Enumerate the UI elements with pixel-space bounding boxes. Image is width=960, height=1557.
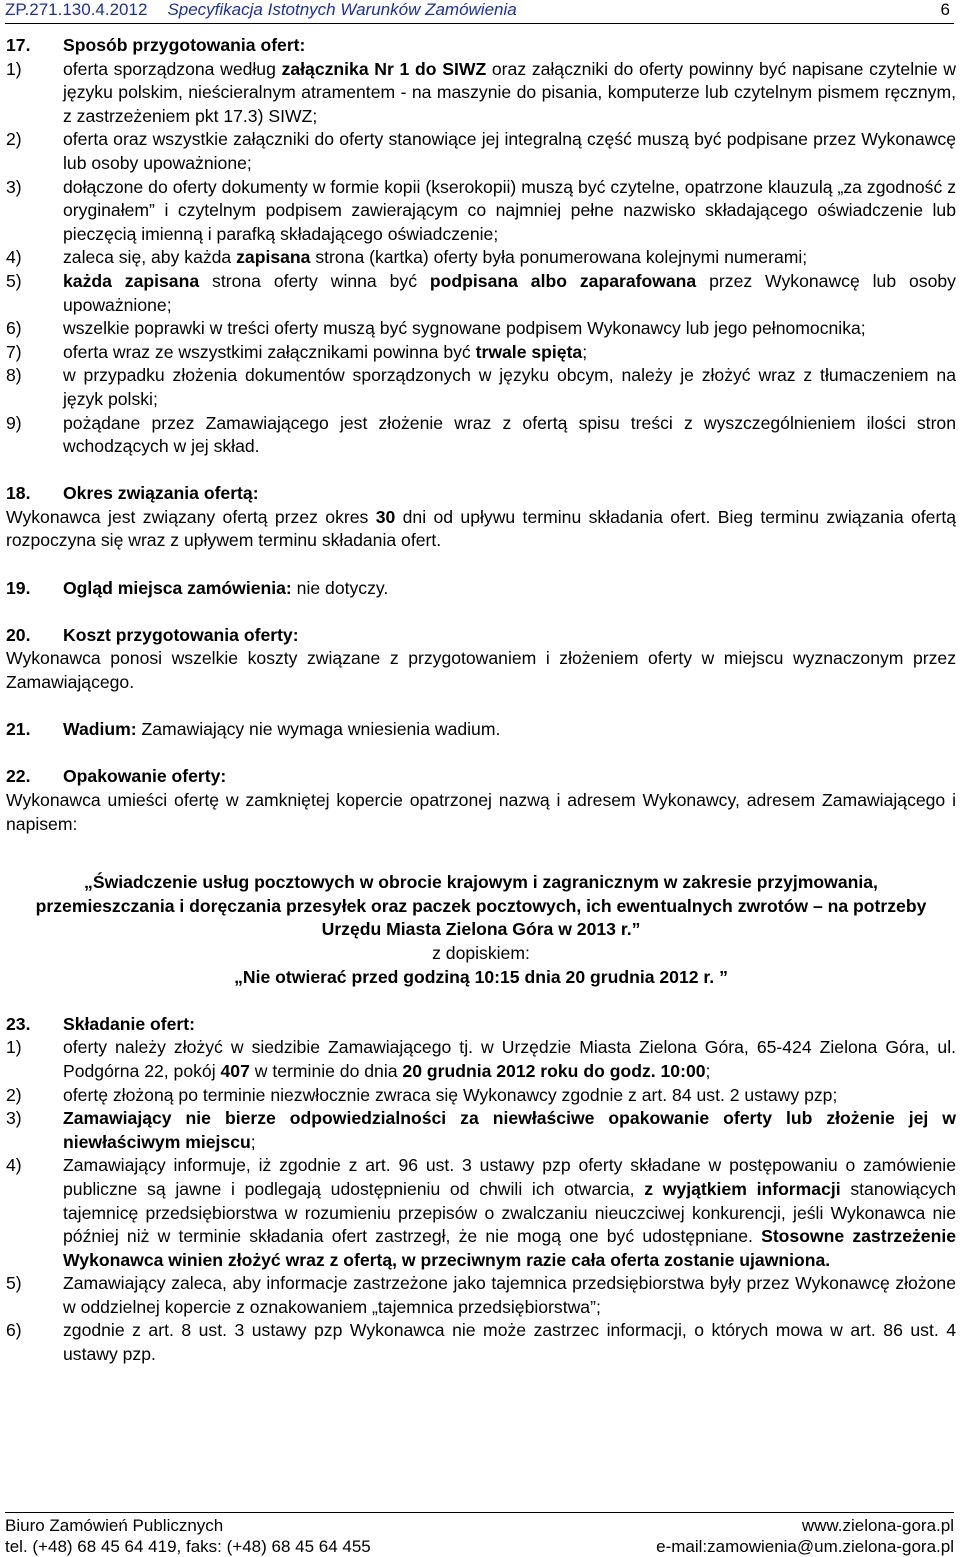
list-item: 7) oferta wraz ze wszystkimi załącznikami powinna być trwale spięta; [6, 341, 588, 362]
section-heading: 23. Składanie ofert: [6, 1013, 195, 1034]
list-item: 3) Zamawiający nie bierze odpowiedzialności za niewłaściwe opakowanie oferty lub złożenie jej w niewłaściwym miejscu; [6, 1108, 956, 1152]
list-item: 6) zgodnie z art. 8 ust. 3 ustawy pzp Wykonawca nie może zastrzec informacji, o których mowa w art. 86 ust. 4 ustawy pzp. [6, 1320, 956, 1365]
paragraph: Wykonawca jest związany ofertą przez okres 30 dni od upływu terminu składania ofert. Bieg terminu związania ofertą rozpoczyna się wraz z upływem terminu składania ofert. [6, 506, 956, 551]
section-18 [6, 482, 956, 553]
envelope-inscription: „Świadczenie usług pocztowych w obrocie krajowym i zagranicznym w zakresie przyjmowania, przemieszczania i doręczania przesyłek oraz paczek pocztowych, ich ewentualnych zwrotów – na potrzeby Urzędu Miasta Zielona Góra w 2013 r.” z dopiskiem: „Nie otwierać przed godziną 10:15 dnia 20 grudnia 2012 r. ” [35, 872, 927, 987]
list-item: 3) dołączone do oferty dokumenty w formie kopii (kserokopii) muszą być czytelne, opatrzone klauzulą „za zgodność z oryginałem” i czytelnym podpisem zawierającym co najmniej pełne nazwisko składającego oświadczenie lub pieczęcią imienną i parafką składającego oświadczenie; [6, 176, 956, 244]
section-22 [6, 765, 956, 989]
section-heading: 22. Opakowanie oferty: [6, 766, 227, 787]
list-item: 2) ofertę złożoną po terminie niezwłocznie zwraca się Wykonawcy zgodnie z art. 84 ust. 2 ustawy pzp; [6, 1084, 838, 1105]
list-item: 2) oferta oraz wszystkie załączniki do oferty stanowiące jej integralną część muszą być podpisane przez Wykonawcę lub osoby upoważnione; [6, 129, 956, 173]
list-item: 1) oferty należy złożyć w siedzibie Zamawiającego tj. w Urzędzie Miasta Zielona Góra, 65-424 Zielona Góra, ul. Podgórna 22, pokój 407 w terminie do dnia 20 grudnia 2012 roku do godz. 10:00; [6, 1037, 956, 1081]
section-17 [6, 34, 956, 459]
page-header [5, 0, 954, 24]
section-heading: 18. Okres związania ofertą: [6, 483, 259, 504]
paragraph: Wykonawca ponosi wszelkie koszty związane z przygotowaniem i złożeniem oferty w miejscu wyznaczonym przez Zamawiającego. [6, 648, 956, 693]
document-title: Specyfikacja Istotnych Warunków Zamówienia [167, 0, 517, 19]
section-heading: 21. Wadium: Zamawiający nie wymaga wniesienia wadium. [6, 719, 501, 740]
section-heading: 19. Ogląd miejsca zamówienia: nie dotyczy. [6, 577, 389, 598]
document-body [6, 34, 956, 1367]
page-footer [5, 1512, 954, 1557]
document-reference: ZP.271.130.4.2012 [5, 0, 148, 19]
list-item: 4) Zamawiający informuje, iż zgodnie z art. 96 ust. 3 ustawy pzp oferty składane w postępowaniu o zamówienie publiczne są jawne i podlegają udostępnieniu od chwili ich otwarcia, z wyjątkiem informacji stanowiących tajemnicę przedsiębiorstwa w rozumieniu przepisów o zwalczaniu nieuczciwej konkurencji, jeśli Wykonawca nie później niż w terminie składania ofert zastrzegł, że nie mogą one być udostępniane. Stosowne zastrzeżenie Wykonawca winien złożyć wraz z ofertą, w przeciwnym razie cała oferta zostanie ujawniona. [6, 1155, 957, 1270]
list-item: 4) zaleca się, aby każda zapisana strona (kartka) oferty była ponumerowana kolejnymi numerami; [6, 247, 808, 268]
section-21 [6, 718, 956, 742]
list-item: 6) wszelkie poprawki w treści oferty muszą być sygnowane podpisem Wykonawcy lub jego pełnomocnika; [6, 318, 866, 339]
list [6, 1036, 956, 1366]
section-heading: 20. Koszt przygotowania oferty: [6, 624, 299, 645]
section-20 [6, 624, 956, 695]
list-item: 5) każda zapisana strona oferty winna być podpisana albo zaparafowana przez Wykonawcę lub osoby upoważnione; [6, 270, 956, 315]
section-23 [6, 1013, 956, 1367]
paragraph: Wykonawca umieści ofertę w zamkniętej kopercie opatrzonej nazwą i adresem Wykonawcy, adresem Zamawiającego i napisem: [6, 790, 956, 834]
page-number: 6 [940, 0, 950, 19]
section-heading: 17. Sposób przygotowania ofert: [6, 35, 306, 55]
footer-website: www.zielona-gora.pl [801, 1516, 954, 1535]
footer-email: e-mail:zamowienia@um.zielona-gora.pl [656, 1537, 954, 1556]
footer-phone: tel. (+48) 68 45 64 419, faks: (+48) 68 45 64 455 [5, 1537, 371, 1556]
section-19 [6, 577, 956, 601]
list [6, 58, 956, 459]
list-item: 8) w przypadku złożenia dokumentów sporządzonych w języku obcym, należy je złożyć wraz z tłumaczeniem na język polski; [6, 365, 956, 409]
list-item: 1) oferta sporządzona według załącznika Nr 1 do SIWZ oraz załączniki do oferty powinny być napisane czytelnie w języku polskim, nieścieralnym atramentem - na maszynie do pisania, komputerze lub czytelnym pismem ręcznym, z zastrzeżeniem pkt 17.3) SIWZ; [6, 58, 957, 126]
list-item: 9) pożądane przez Zamawiającego jest złożenie wraz z ofertą spisu treści z wyszczególnieniem ilości stron wchodzących w jej skład. [6, 412, 956, 457]
footer-organization: Biuro Zamówień Publicznych [5, 1516, 224, 1535]
list-item: 5) Zamawiający zaleca, aby informacje zastrzeżone jako tajemnica przedsiębiorstwa były przez Wykonawcę złożone w oddzielnej kopercie z oznakowaniem „tajemnica przedsiębiorstwa”; [6, 1273, 956, 1317]
